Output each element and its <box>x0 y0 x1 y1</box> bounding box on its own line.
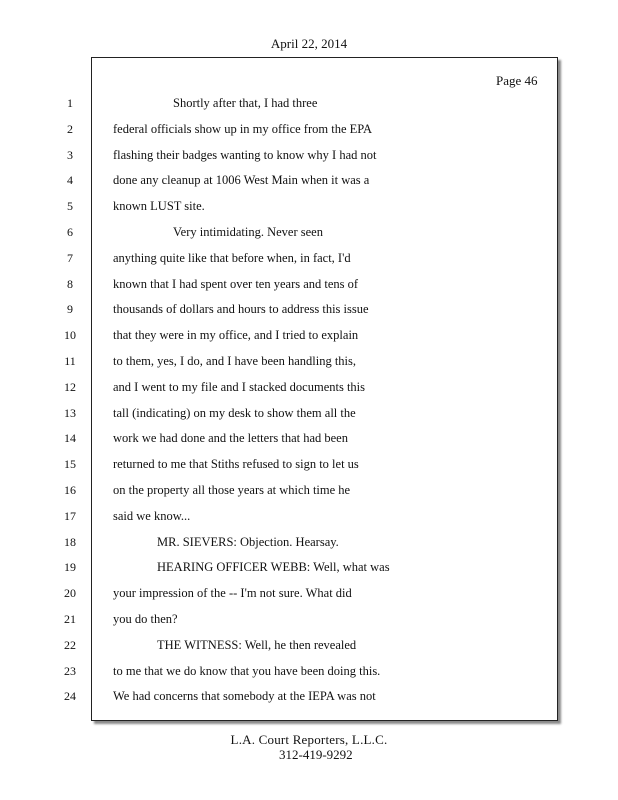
line-number: 1 <box>67 96 73 110</box>
transcript-line: known that I had spent over ten years and tens of <box>113 276 359 291</box>
transcript-line: said we know... <box>113 508 191 523</box>
transcript-line: you do then? <box>113 611 178 626</box>
transcript-line: thousands of dollars and hours to address this issue <box>113 302 369 317</box>
transcript-line: and I went to my file and I stacked documents this <box>113 379 366 394</box>
line-number: 22 <box>64 637 76 652</box>
transcript-line: done any cleanup at 1006 West Main when it was a <box>113 173 370 188</box>
transcript-line: flashing their badges wanting to know why I had not <box>113 147 377 162</box>
transcript-line: federal officials show up in my office from the EPA <box>113 121 373 136</box>
line-number: 9 <box>67 302 73 317</box>
line-number: 13 <box>64 405 76 420</box>
line-number: 3 <box>67 147 73 162</box>
line-number: 18 <box>64 534 76 549</box>
transcript-line: Very intimidating. Never seen <box>173 224 323 239</box>
transcript-line: tall (indicating) on my desk to show them all the <box>113 405 356 420</box>
line-number-column <box>60 93 80 712</box>
line-number: 7 <box>67 250 73 265</box>
line-number: 23 <box>64 663 76 678</box>
transcript-line: that they were in my office, and I tried to explain <box>113 328 359 343</box>
line-number: 17 <box>64 508 76 523</box>
line-number: 21 <box>64 611 76 626</box>
transcript-line: to me that we do know that you have been doing this. <box>113 663 381 678</box>
line-number: 20 <box>64 586 76 601</box>
transcript-line: anything quite like that before when, in fact, I'd <box>113 250 351 265</box>
line-number: 10 <box>64 328 76 343</box>
line-number: 6 <box>67 224 73 239</box>
line-number: 11 <box>64 353 76 368</box>
line-number: 16 <box>64 482 76 497</box>
line-number: 4 <box>67 173 73 188</box>
transcript-line: on the property all those years at which time he <box>113 482 351 497</box>
line-number: 2 <box>67 121 73 136</box>
transcript-line: HEARING OFFICER WEBB: Well, what was <box>157 560 390 575</box>
line-number: 14 <box>64 431 76 446</box>
page-number: Page 46 <box>496 73 538 88</box>
transcript-body <box>113 93 543 712</box>
transcript-line: work we had done and the letters that had been <box>113 431 348 446</box>
transcript-line: Shortly after that, I had three <box>173 96 318 110</box>
line-number: 5 <box>67 199 73 214</box>
transcript-line: We had concerns that somebody at the IEPA was not <box>113 689 376 704</box>
transcript-line: returned to me that Stiths refused to sign to let us <box>113 457 359 472</box>
transcript-line: your impression of the -- I'm not sure. What did <box>113 586 352 601</box>
transcript-line: MR. SIEVERS: Objection. Hearsay. <box>157 534 339 549</box>
court-reporter-name: L.A. Court Reporters, L.L.C. <box>230 732 388 747</box>
transcript-date: April 22, 2014 <box>270 36 348 51</box>
transcript-line: known LUST site. <box>113 199 205 214</box>
line-number: 8 <box>67 276 73 291</box>
line-number: 24 <box>64 689 76 704</box>
line-number: 15 <box>64 457 76 472</box>
line-number: 12 <box>64 379 76 394</box>
transcript-line: THE WITNESS: Well, he then revealed <box>157 637 357 652</box>
transcript-line: to them, yes, I do, and I have been handling this, <box>113 353 356 368</box>
line-number: 19 <box>64 560 76 575</box>
court-reporter-phone: 312-419-9292 <box>279 747 353 762</box>
